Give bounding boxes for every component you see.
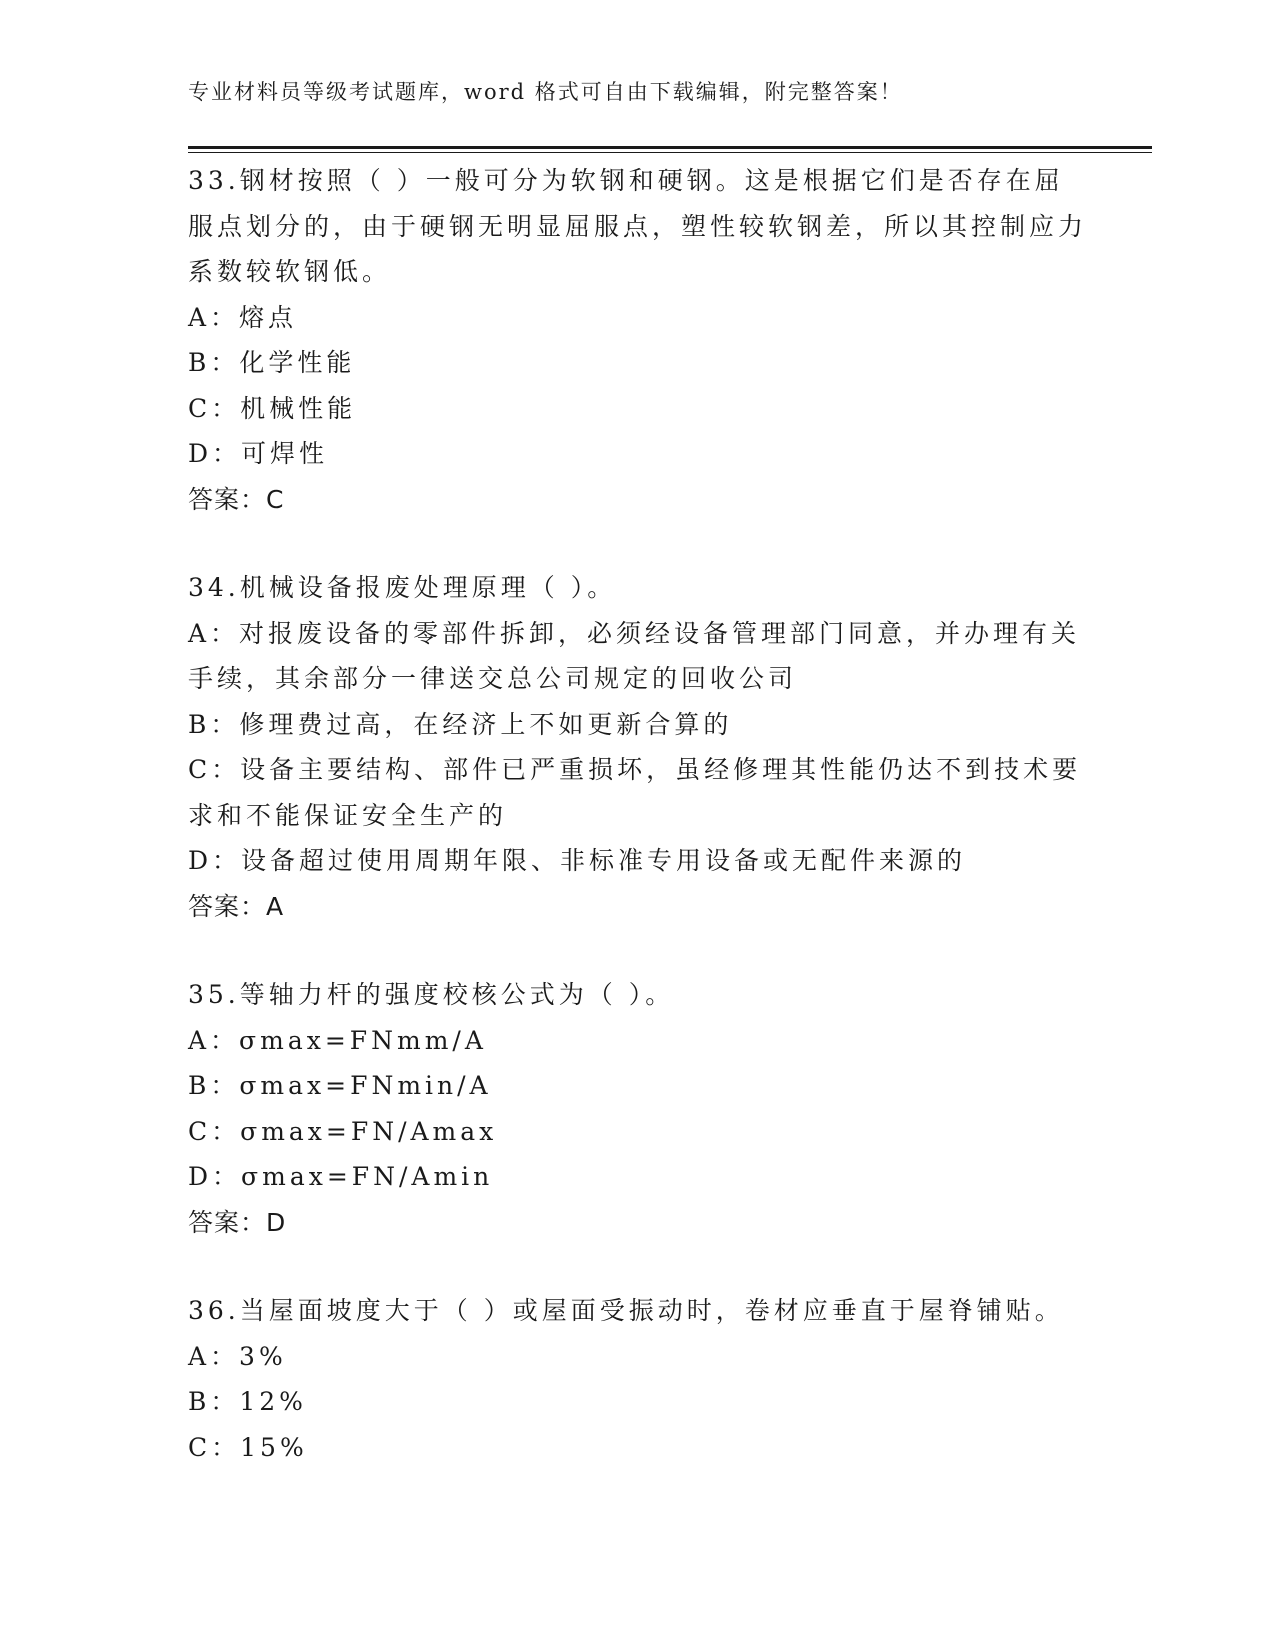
option-b: B：12% (188, 1387, 307, 1416)
question-34 (188, 565, 1088, 929)
option-c: C：15% (188, 1432, 308, 1462)
option-c: C：设备主要结构、部件已严重损坏，虽经修理其性能仍达不到技术要求和不能保证安全生产的 (188, 755, 1082, 830)
question-stem: 34.机械设备报废处理原理（ ）。 (188, 573, 617, 602)
option-a: A：σmax=FNmm/A (188, 1025, 487, 1055)
option-d: D：σmax=FN/Amin (188, 1162, 494, 1191)
option-b: B：修理费过高，在经济上不如更新合算的 (188, 709, 733, 739)
question-36 (188, 1288, 1088, 1470)
answer-line: 答案：A (188, 891, 285, 921)
header-divider-thick (188, 146, 1152, 149)
option-b: B：化学性能 (188, 348, 356, 377)
answer-line: 答案：D (188, 1207, 287, 1237)
question-stem: 33.钢材按照（ ）一般可分为软钢和硬钢。这是根据它们是否存在屈服点划分的，由于硬钢无明显屈服点，塑性较软钢差，所以其控制应力系数较软钢低。 (188, 166, 1088, 286)
option-d: D：可焊性 (188, 439, 329, 468)
option-b: B：σmax=FNmin/A (188, 1071, 492, 1100)
question-list (188, 158, 1088, 1470)
answer-line: 答案：C (188, 484, 285, 514)
option-a: A：3% (188, 1341, 287, 1371)
question-stem: 36.当屋面坡度大于（ ）或屋面受振动时，卷材应垂直于屋脊铺贴。 (188, 1296, 1064, 1325)
option-c: C：σmax=FN/Amax (188, 1116, 498, 1146)
page-header: 专业材料员等级考试题库，word 格式可自由下载编辑，附完整答案！ (188, 80, 903, 104)
header-divider-thin (188, 152, 1152, 153)
option-a: A：熔点 (188, 302, 298, 332)
option-a: A：对报废设备的零部件拆卸，必须经设备管理部门同意，并办理有关手续，其余部分一律送交总公司规定的回收公司 (188, 618, 1081, 693)
option-d: D：设备超过使用周期年限、非标准专用设备或无配件来源的 (188, 846, 967, 875)
option-c: C：机械性能 (188, 393, 357, 423)
question-33 (188, 158, 1088, 522)
question-35 (188, 972, 1088, 1245)
question-stem: 35.等轴力杆的强度校核公式为（ ）。 (188, 980, 675, 1009)
